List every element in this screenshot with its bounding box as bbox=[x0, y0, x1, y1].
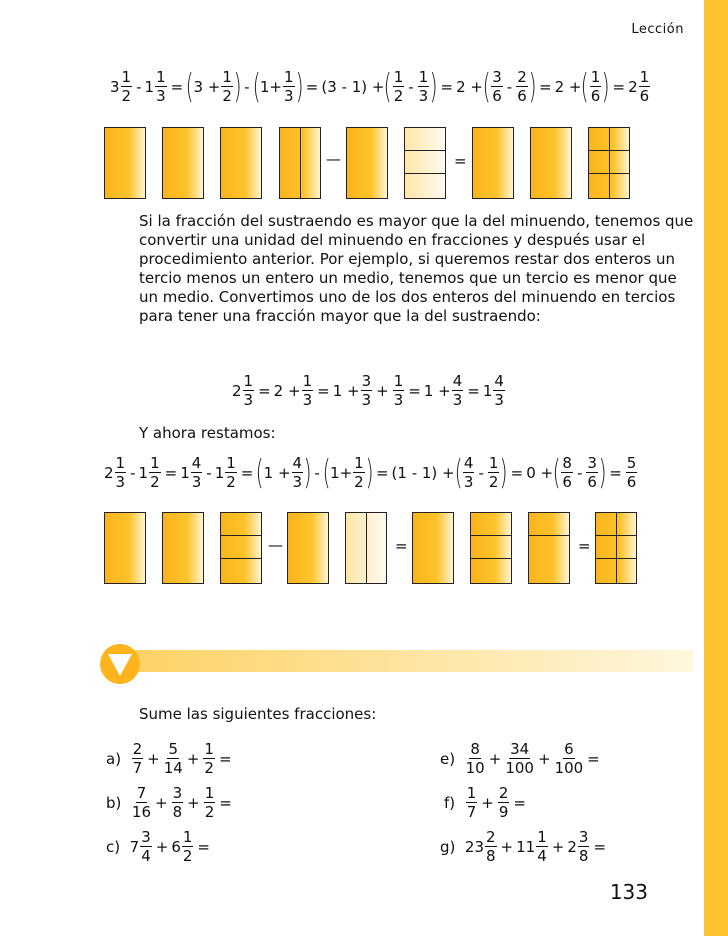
exercise-instruction: Sume las siguientes fracciones: bbox=[139, 705, 377, 723]
minus-sign: — bbox=[326, 150, 341, 168]
equals-sign: = bbox=[454, 152, 467, 170]
example1-equation: 3 $\frac{1}{2}$ - 1 $\frac{1}{3}$ = ( 3 + $\frac{1}{2}$ ) - ( 1+ $\frac{1}{3}$ ) = (3 - 1) + ( $\frac{1}{2}$ - $\frac{1}{3}$ ) = 2 + ( $\frac{3}{6}$ - $\frac{2}{6}$ ) = 2 + ( $\frac{1}{6}$ ) = 2 $\frac{1}{6}$ bbox=[110, 67, 650, 107]
exercise-item: e) $\frac{8}{10}$ + $\frac{34}{100}$ + $\frac{6}{100}$ = bbox=[440, 740, 600, 777]
conversion-equation: 2 $\frac{1}{3}$ = 2 + $\frac{1}{3}$ = 1 + $\frac{3}{3}$ + $\frac{1}{3}$ = 1 + $\frac{4}{3}$ = 1 $\frac{4}{3}$ bbox=[232, 372, 504, 409]
page-number: 133 bbox=[609, 880, 648, 904]
exercise-item: g) 23 $\frac{2}{8}$ + 11 $\frac{1}{4}$ + 2 $\frac{3}{8}$ = bbox=[440, 828, 607, 865]
equals-sign: = bbox=[395, 537, 408, 555]
explanation-paragraph: Si la fracción del sustraendo es mayor que la del minuendo, tenemos que convertir una unidad del minuendo en fracciones y después usar el procedimiento anterior. Por ejemplo, si queremos restar dos enteros un tercio menos un entero un medio, tenemos que un tercio es menor que un medio. Convertimos uno de los dos enteros del minuendo en tercios para tener una fracción mayor que la del sustraendo: bbox=[139, 212, 694, 325]
exercise-item: c) 7 $\frac{3}{4}$ + 6 $\frac{1}{2}$ = bbox=[106, 828, 210, 865]
section-band bbox=[108, 650, 693, 672]
triangle-icon bbox=[108, 654, 132, 676]
lesson-header: Lección bbox=[631, 22, 684, 37]
minus-sign: — bbox=[268, 536, 283, 554]
restamos-label: Y ahora restamos: bbox=[139, 424, 276, 442]
exercise-item: a) $\frac{2}{7}$ + $\frac{5}{14}$ + $\frac{1}{2}$ = bbox=[106, 740, 232, 777]
equals-sign: = bbox=[578, 537, 591, 555]
page-side-strip bbox=[704, 0, 728, 936]
example2-equation: 2 $\frac{1}{3}$ - 1 $\frac{1}{2}$ = 1 $\frac{4}{3}$ - 1 $\frac{1}{2}$ = ( 1 + $\frac{4}{3}$ ) - ( 1+ $\frac{1}{2}$ ) = (1 - 1) + ( $\frac{4}{3}$ - $\frac{1}{2}$ ) = 0 + ( $\frac{8}{6}$ - $\frac{3}{6}$ ) = $\frac{5}{6}$ bbox=[104, 453, 637, 493]
exercise-item: f) $\frac{1}{7}$ + $\frac{2}{9}$ = bbox=[444, 784, 526, 821]
exercise-item: b) $\frac{7}{16}$ + $\frac{3}{8}$ + $\frac{1}{2}$ = bbox=[106, 784, 232, 821]
